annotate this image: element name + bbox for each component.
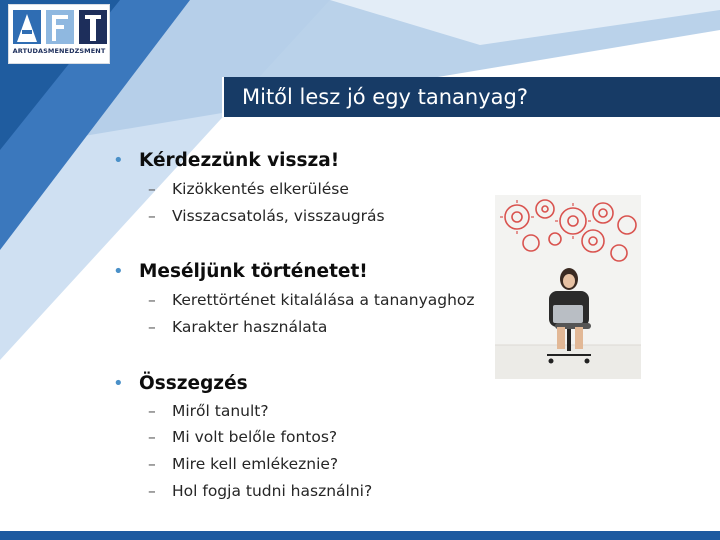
sub-bullet-text: Mire kell emlékeznie? xyxy=(172,455,339,473)
sub-bullet-text: Kizökkentés elkerülése xyxy=(172,180,349,198)
woman-laptop-gears-image xyxy=(495,195,641,379)
sub-bullet-text: Miről tanult? xyxy=(172,402,269,420)
sub-bullet-text: Karakter használata xyxy=(172,318,328,336)
bullet-heading-text: Összegzés xyxy=(139,373,248,394)
afi-logo-mark xyxy=(13,8,107,46)
title-bar xyxy=(222,77,720,117)
slide-title: Mitől lesz jó egy tananyag? xyxy=(242,85,529,109)
dash-icon: – xyxy=(148,482,156,500)
dash-icon: – xyxy=(148,428,156,446)
dash-icon: – xyxy=(148,180,156,198)
dash-icon: – xyxy=(148,402,156,420)
sub-bullet-text: Visszacsatolás, visszaugrás xyxy=(172,207,385,225)
footer-line xyxy=(0,531,720,540)
dash-icon: – xyxy=(148,318,156,336)
sub-bullet-text: Hol fogja tudni használni? xyxy=(172,482,373,500)
dash-icon: – xyxy=(148,455,156,473)
bullet-heading-text: Meséljünk történetet! xyxy=(139,261,368,282)
logo-text: ARTUDASMENEDZSMENT xyxy=(12,47,106,55)
sub-bullet-text: Kerettörténet kitalálása a tananyaghoz xyxy=(172,291,475,309)
dash-icon: – xyxy=(148,207,156,225)
bullet-heading-text: Kérdezzünk vissza! xyxy=(139,150,340,171)
bullet-icon: • xyxy=(113,373,124,394)
sub-bullet-text: Mi volt belőle fontos? xyxy=(172,428,338,446)
bullet-icon: • xyxy=(113,261,124,282)
bullet-icon: • xyxy=(113,150,124,171)
company-logo xyxy=(8,4,110,64)
dash-icon: – xyxy=(148,291,156,309)
